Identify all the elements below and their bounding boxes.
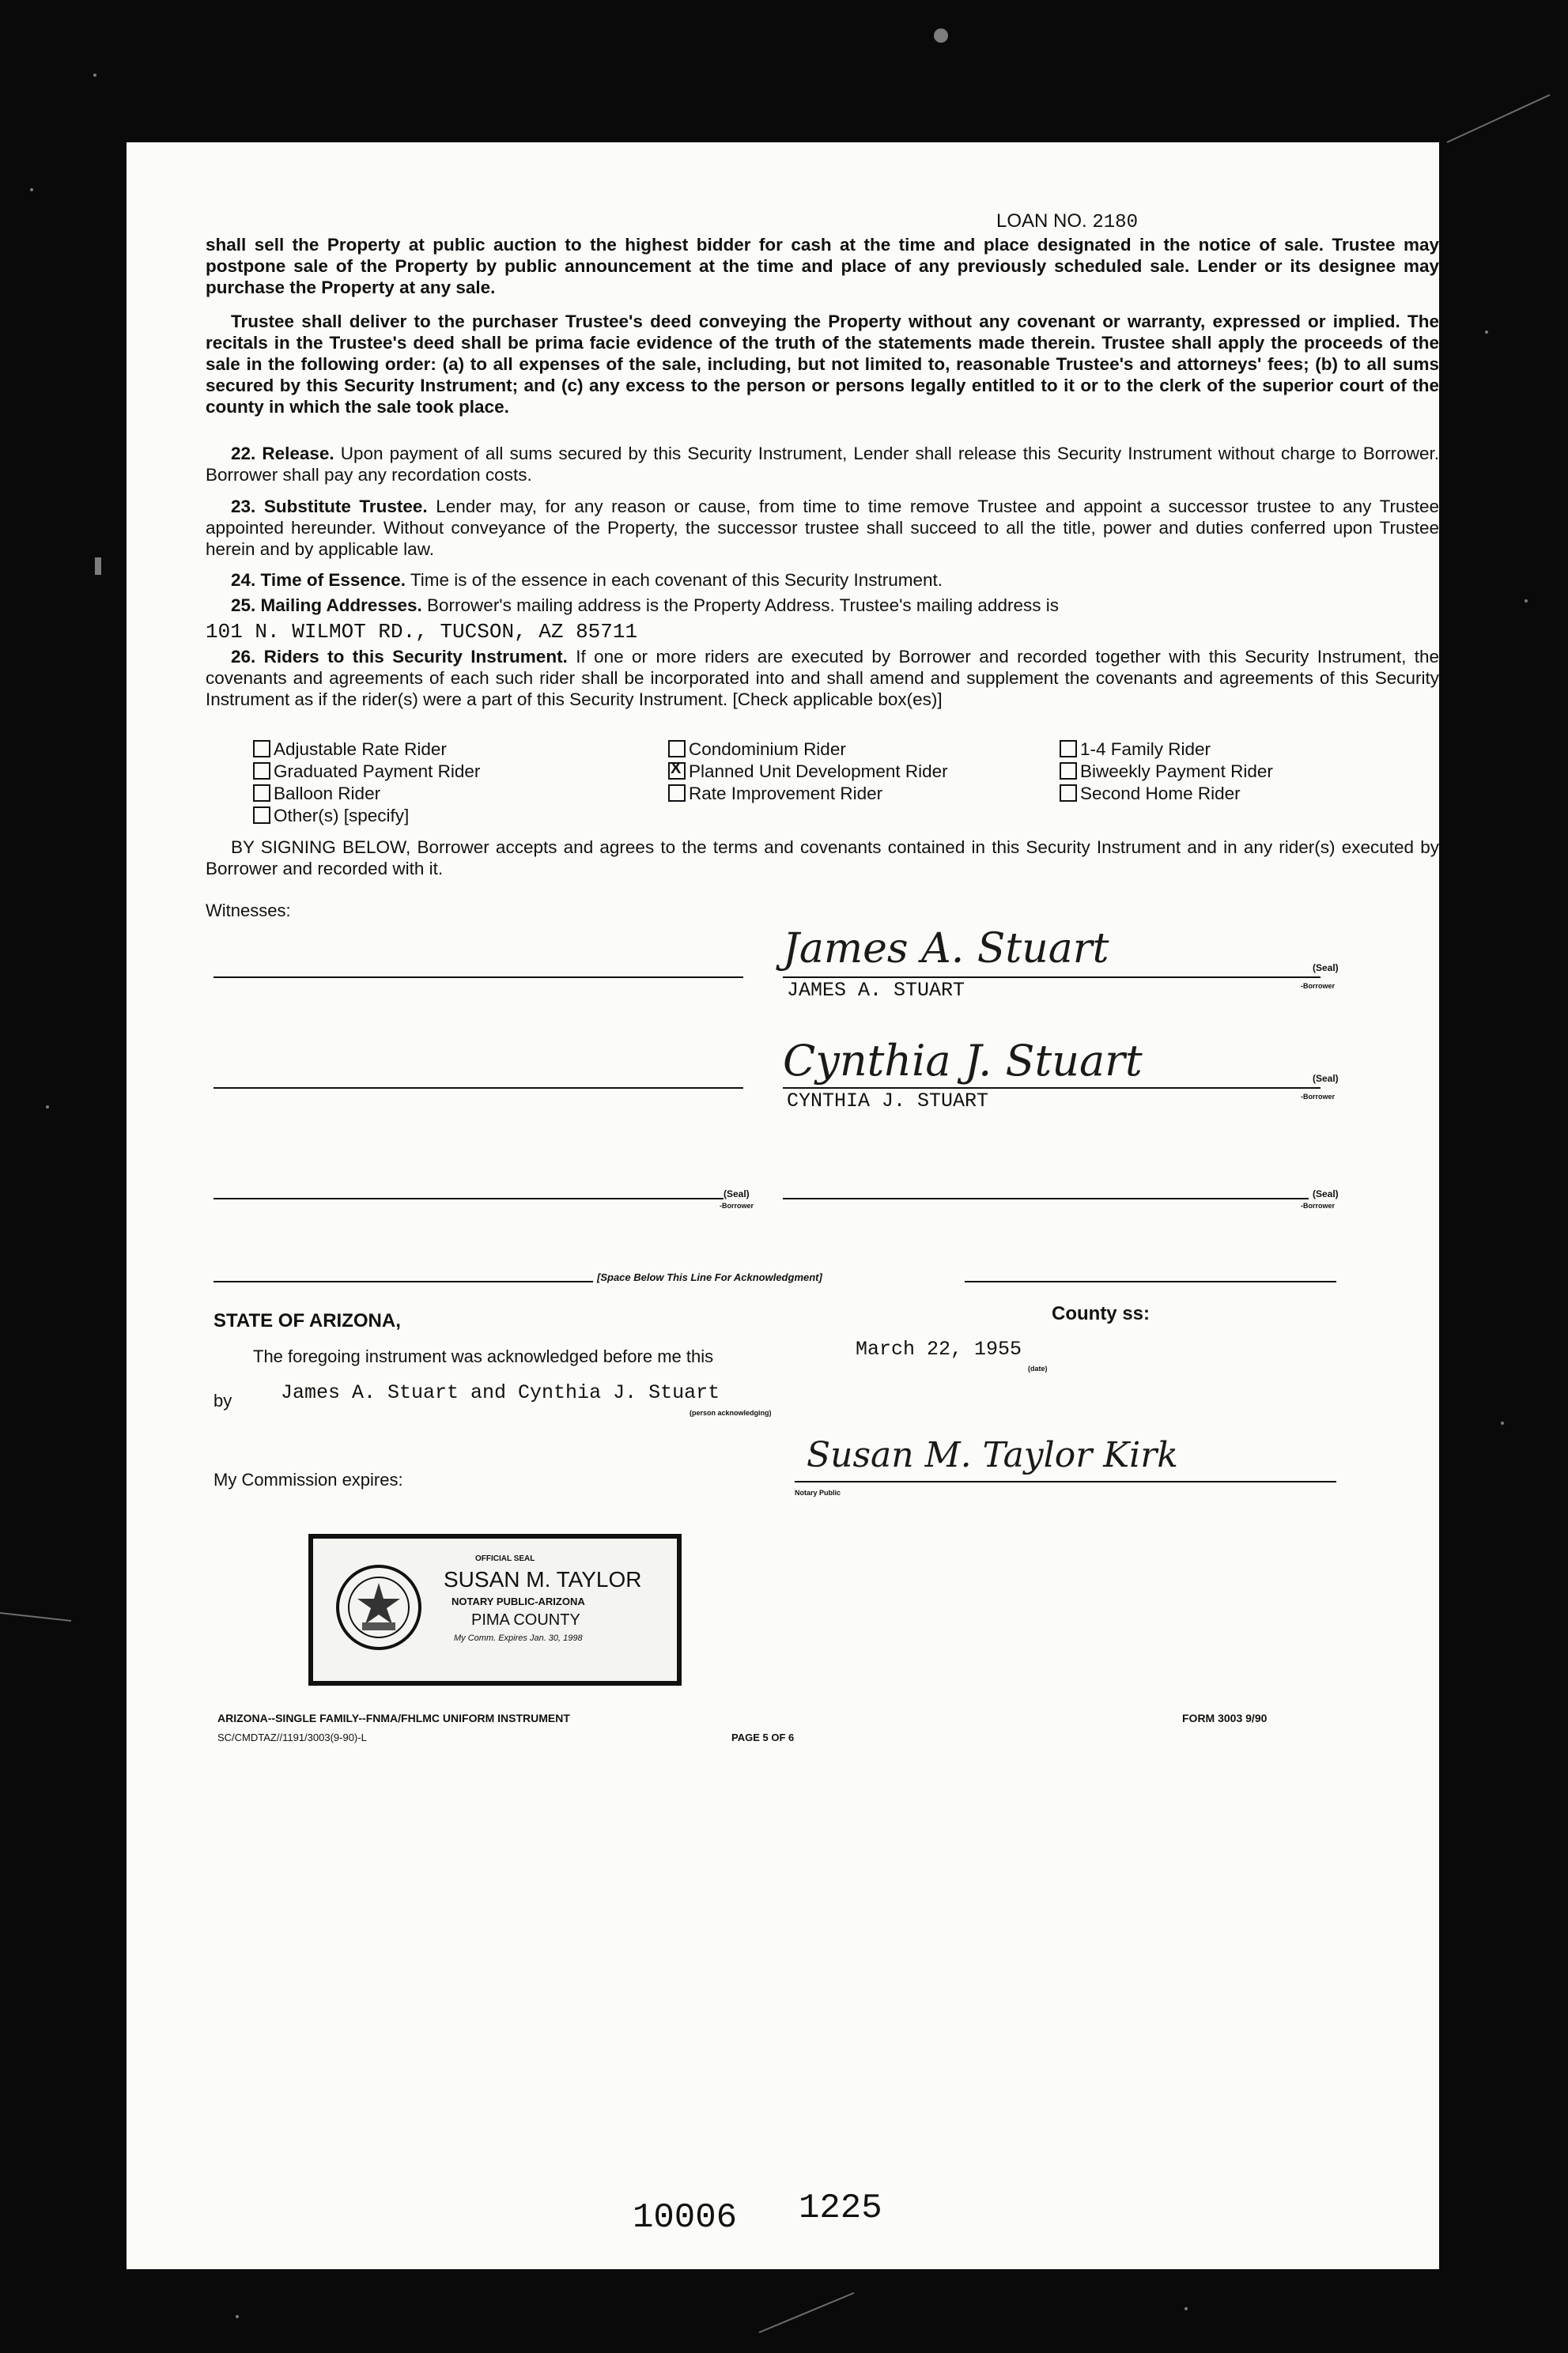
rider-condominium[interactable]: Condominium Rider bbox=[668, 739, 846, 760]
checkbox[interactable] bbox=[253, 784, 270, 802]
notary-signature: Susan M. Taylor Kirk bbox=[807, 1435, 1178, 1475]
checkbox-checked[interactable] bbox=[668, 762, 686, 780]
by-label: by bbox=[213, 1391, 232, 1411]
loan-number: LOAN NO. 2180 bbox=[996, 210, 1138, 233]
form-number: FORM 3003 9/90 bbox=[1182, 1712, 1268, 1724]
borrower-label: -Borrower bbox=[1301, 982, 1336, 990]
borrower-2-signature: Cynthia J. Stuart bbox=[783, 1036, 1143, 1086]
paragraph-trustee-deed: Trustee shall deliver to the purchaser Trustee's deed conveying the Property without any covenant or warranty, expressed or implied. The recitals in the Trustee's deed shall be prima facie evidence of the truth of the statements made therein. Trustee shall apply the proceeds of the sale in the following order: (a) to all expenses of the sale, including, but not limited to, reasonable Trustee's and attorneys' fees; (b) to all sums secured by this Security Instrument; and (c) any excess to the person or persons legally entitled to it or to the clerk of the superior court of the county in which the sale took place. bbox=[206, 312, 1439, 417]
seal-label: (Seal) bbox=[1313, 1188, 1339, 1199]
rider-graduated-payment[interactable]: Graduated Payment Rider bbox=[253, 761, 480, 782]
borrower-1-signature: James A. Stuart bbox=[783, 925, 1109, 973]
paragraph-25-mailing-addresses: 25. Mailing Addresses. Borrower's mailing address is the Property Address. Trustee's mailing address is bbox=[231, 595, 1059, 615]
rider-adjustable-rate[interactable]: Adjustable Rate Rider bbox=[253, 739, 447, 760]
borrower-1-name: JAMES A. STUART bbox=[787, 979, 965, 1002]
rider-other[interactable]: Other(s) [specify] bbox=[253, 806, 409, 826]
checkbox[interactable] bbox=[253, 806, 270, 824]
paragraph-sale: shall sell the Property at public auction to the highest bidder for cash at the time and place designated in the notice of sale. Trustee may postpone sale of the Property by public announcement at the time and place of any previously scheduled sale. Lender or its designee may purchase the Property at any sale. bbox=[206, 235, 1439, 297]
rider-biweekly-payment[interactable]: Biweekly Payment Rider bbox=[1060, 761, 1273, 782]
checkbox[interactable] bbox=[668, 740, 686, 757]
borrower-label: -Borrower bbox=[1301, 1093, 1336, 1101]
seal-label: (Seal) bbox=[724, 1188, 750, 1199]
county-label: County ss: bbox=[1052, 1303, 1150, 1324]
checkbox[interactable] bbox=[253, 740, 270, 757]
seal-label: (Seal) bbox=[1313, 962, 1339, 973]
recording-docket: 10006 bbox=[633, 2198, 738, 2238]
recording-page: 1225 bbox=[799, 2189, 882, 2228]
stamp-line-expires: My Comm. Expires Jan. 30, 1998 bbox=[454, 1634, 583, 1643]
notary-stamp bbox=[308, 1534, 682, 1686]
divider-left bbox=[213, 1281, 593, 1282]
date-label: (date) bbox=[1028, 1365, 1048, 1373]
rider-rate-improvement[interactable]: Rate Improvement Rider bbox=[668, 784, 882, 804]
stamp-line-name: SUSAN M. TAYLOR bbox=[444, 1567, 642, 1592]
acknowledgment-divider-label: [Space Below This Line For Acknowledgment] bbox=[597, 1271, 822, 1283]
checkbox[interactable] bbox=[1060, 762, 1077, 780]
commission-expires-label: My Commission expires: bbox=[213, 1470, 403, 1490]
checkbox[interactable] bbox=[1060, 740, 1077, 757]
stamp-line-notary: NOTARY PUBLIC-ARIZONA bbox=[452, 1596, 585, 1607]
borrower-2-signature-line[interactable] bbox=[783, 1087, 1321, 1089]
borrower-label: -Borrower bbox=[720, 1202, 754, 1210]
persons-label: (person acknowledging) bbox=[690, 1409, 772, 1417]
checkbox[interactable] bbox=[668, 784, 686, 802]
arizona-seal-icon bbox=[335, 1564, 422, 1651]
witness-line-1[interactable] bbox=[213, 976, 743, 978]
paragraph-26-riders: 26. Riders to this Security Instrument. If one or more riders are executed by Borrower and recorded together with this Security Instrument, the covenants and agreements of each such rider shall be incorporated into and shall amend and supplement the covenants and agreements of this Security Instrument as if the rider(s) were a part of this Security Instrument. [Check applicable box(es)] bbox=[206, 647, 1439, 709]
rider-planned-unit-development[interactable]: XPlanned Unit Development Rider bbox=[668, 761, 948, 782]
divider-right bbox=[965, 1281, 1336, 1282]
form-code: SC/CMDTAZ//1191/3003(9-90)-L bbox=[217, 1732, 367, 1743]
paragraph-24-time-of-essence: 24. Time of Essence. Time is of the essence in each covenant of this Security Instrument. bbox=[231, 570, 943, 590]
witnesses-label: Witnesses: bbox=[206, 901, 291, 920]
borrower-1-signature-line[interactable] bbox=[783, 976, 1321, 978]
notary-signature-line[interactable] bbox=[795, 1481, 1336, 1482]
acknowledgment-date: March 22, 1955 bbox=[856, 1338, 1022, 1361]
checkbox[interactable] bbox=[1060, 784, 1077, 802]
rider-1-4-family[interactable]: 1-4 Family Rider bbox=[1060, 739, 1211, 760]
witness-line-2[interactable] bbox=[213, 1087, 743, 1089]
borrower-2-name: CYNTHIA J. STUART bbox=[787, 1090, 989, 1112]
paragraph-signing-below: BY SIGNING BELOW, Borrower accepts and agrees to the terms and covenants contained in this Security Instrument and in any rider(s) executed by Borrower and recorded with it. bbox=[206, 837, 1439, 878]
stamp-line-official-seal: OFFICIAL SEAL bbox=[475, 1554, 535, 1563]
state-label: STATE OF ARIZONA, bbox=[213, 1310, 401, 1331]
borrower-4-signature-line[interactable] bbox=[783, 1198, 1309, 1199]
stamp-line-county: PIMA COUNTY bbox=[471, 1611, 580, 1629]
borrower-label: -Borrower bbox=[1301, 1202, 1336, 1210]
checkbox[interactable] bbox=[253, 762, 270, 780]
borrower-3-signature-line[interactable] bbox=[213, 1198, 724, 1199]
persons-acknowledging: James A. Stuart and Cynthia J. Stuart bbox=[281, 1381, 720, 1404]
acknowledgment-text: The foregoing instrument was acknowledged before me this bbox=[253, 1346, 714, 1366]
paragraph-22-release: 22. Release. Upon payment of all sums secured by this Security Instrument, Lender shall release this Security Instrument without charge to Borrower. Borrower shall pay any recordation costs. bbox=[206, 444, 1439, 485]
document-page bbox=[127, 142, 1439, 2269]
page-number: PAGE 5 OF 6 bbox=[731, 1732, 795, 1743]
trustee-mailing-address: 101 N. WILMOT RD., TUCSON, AZ 85711 bbox=[206, 620, 638, 644]
rider-balloon[interactable]: Balloon Rider bbox=[253, 784, 380, 804]
form-title: ARIZONA--SINGLE FAMILY--FNMA/FHLMC UNIFORM INSTRUMENT bbox=[217, 1712, 570, 1724]
rider-second-home[interactable]: Second Home Rider bbox=[1060, 784, 1241, 804]
seal-label: (Seal) bbox=[1313, 1073, 1339, 1084]
notary-public-label: Notary Public bbox=[795, 1489, 841, 1497]
paragraph-23-substitute-trustee: 23. Substitute Trustee. Lender may, for any reason or cause, from time to time remove Trustee and appoint a successor trustee to any Trustee appointed hereunder. Without conveyance of the Property, the successor trustee shall succeed to all the title, power and duties conferred upon Trustee herein and by applicable law. bbox=[206, 497, 1440, 559]
